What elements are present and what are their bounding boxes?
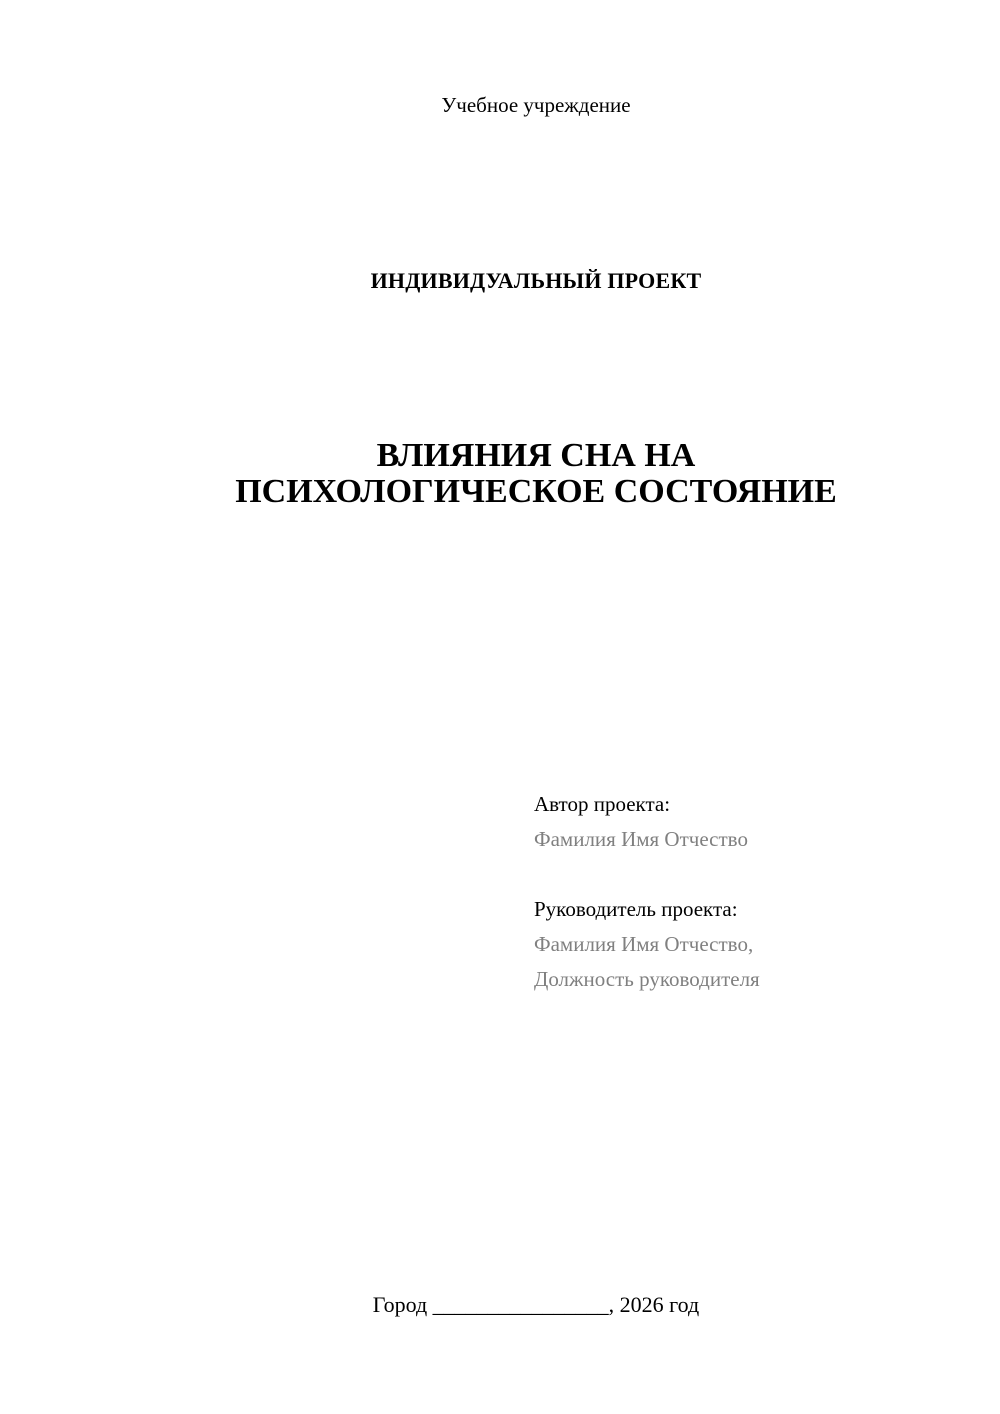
supervisor-label: Руководитель проекта: bbox=[534, 897, 738, 921]
author-label: Автор проекта: bbox=[534, 792, 671, 816]
author-name: Фамилия Имя Отчество bbox=[534, 827, 748, 851]
project-title bbox=[0, 438, 1000, 510]
institution-name: Учебное учреждение bbox=[441, 93, 631, 117]
project-title-line-2: ПСИХОЛОГИЧЕСКОЕ СОСТОЯНИЕ bbox=[235, 473, 837, 510]
project-type-heading: ИНДИВИДУАЛЬНЫЙ ПРОЕКТ bbox=[370, 268, 702, 293]
info-spacer bbox=[534, 857, 974, 892]
supervisor-position: Должность руководителя bbox=[534, 967, 760, 991]
project-info-block bbox=[534, 787, 974, 997]
project-title-line-1: ВЛИЯНИЯ СНА НА bbox=[376, 437, 696, 474]
supervisor-name: Фамилия Имя Отчество, bbox=[534, 932, 754, 956]
city-year-footer: Город ________________, 2026 год bbox=[372, 1292, 700, 1317]
